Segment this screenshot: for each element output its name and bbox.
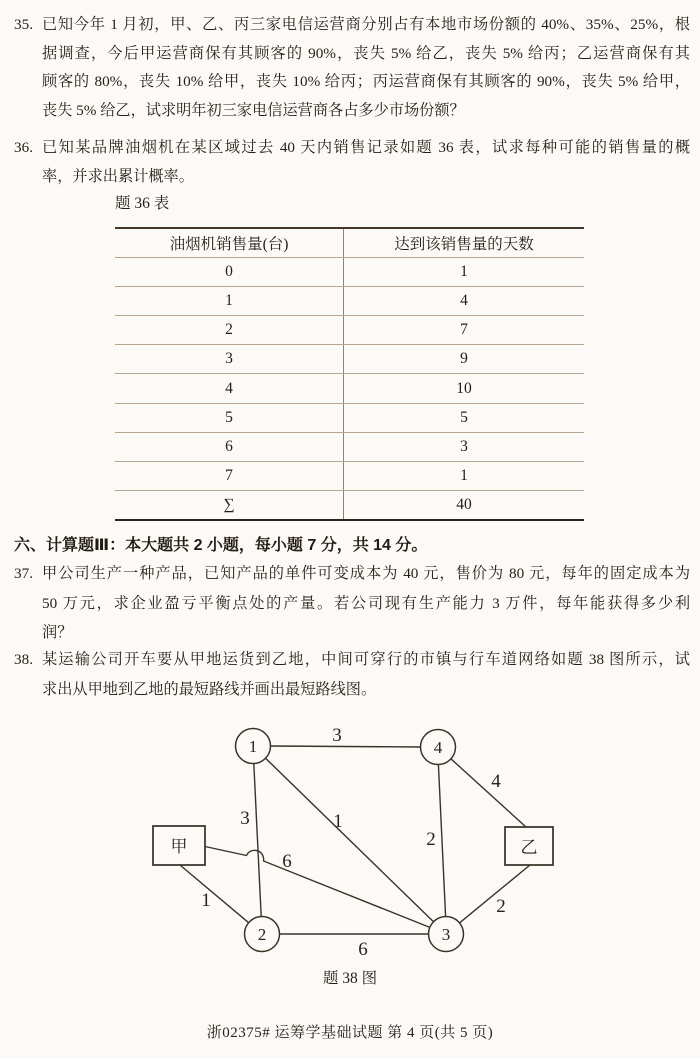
cell-days: 1	[344, 461, 585, 490]
page-footer: 浙02375# 运筹学基础试题 第 4 页(共 5 页)	[206, 1025, 494, 1041]
cell-days: 5	[344, 403, 585, 432]
cell-days: 3	[344, 432, 585, 461]
edge-weight-label: 3	[332, 725, 342, 746]
cell-sales: 3	[115, 345, 344, 374]
table-row	[115, 345, 584, 374]
edge-weight-label: 6	[358, 939, 368, 960]
edge-weight-label: 3	[240, 808, 250, 829]
question-line: 某运输公司开车要从甲地运货到乙地，中间可穿行的市镇与行车道网络如题 38 图所示，试	[42, 651, 690, 668]
cell-total-days: 40	[344, 490, 585, 520]
question-line: 丧失 5% 给乙，试求明年初三家电信运营商各占多少市场份额？	[42, 101, 465, 119]
question-line: 50 万元，求企业盈亏平衡点处的产量。若公司现有生产能力 3 万件，每年能获得多少利	[42, 594, 690, 612]
node-1-label: 1	[248, 737, 258, 756]
cell-sales: 5	[115, 403, 344, 432]
edge-4-yi	[451, 759, 526, 827]
cell-sales: 1	[115, 287, 344, 316]
question-number: 37.	[14, 565, 33, 582]
node-3-label: 3	[441, 925, 451, 944]
question-line: 求出从甲地到乙地的最短路线并画出最短路线图。	[42, 680, 377, 698]
edge-jia-2	[180, 865, 249, 923]
table-row	[115, 258, 584, 287]
question-36	[14, 134, 690, 191]
sigma-symbol: ∑	[115, 490, 344, 520]
node-2-label: 2	[257, 925, 267, 944]
edge-1-2	[254, 764, 261, 917]
column-header-days: 达到该销售量的天数	[344, 228, 585, 258]
question-37	[14, 559, 690, 648]
question-line: 已知今年 1 月初，甲、乙、丙三家电信运营商分别占有本地市场份额的 40%、35%、25%，根	[42, 16, 690, 33]
table-header-row	[115, 228, 584, 258]
question-line: 率，并求出累计概率。	[42, 167, 194, 185]
table-row	[115, 287, 584, 316]
edge-3-yi	[460, 865, 531, 923]
node-4-label: 4	[433, 738, 443, 757]
question-line: 润？	[42, 624, 73, 641]
table-sum-row	[115, 490, 584, 520]
cell-sales: 6	[115, 432, 344, 461]
question-line: 顾客的 80%，丧失 10% 给甲，丧失 10% 给丙；丙运营商保有其顾客的 90%，丧失 5% 给甲，	[42, 73, 690, 90]
edge-weight-label: 6	[282, 851, 292, 872]
question-number: 36.	[14, 139, 33, 156]
table-row	[115, 316, 584, 345]
cell-days: 7	[344, 316, 585, 345]
question-38	[14, 645, 690, 704]
question-line: 甲公司生产一种产品，已知产品的单件可变成本为 40 元，售价为 80 元，每年的固定成本为	[42, 565, 690, 582]
figure-38-caption: 题 38 图	[322, 970, 378, 987]
cell-days: 10	[344, 374, 585, 403]
node-yi-label: 乙	[520, 838, 538, 857]
question-35	[14, 11, 690, 125]
edge-1-3	[266, 758, 434, 922]
edge-weight-label: 1	[333, 811, 343, 832]
table-row	[115, 374, 584, 403]
cell-sales: 7	[115, 461, 344, 490]
edge-1-4	[271, 746, 421, 747]
edge-weight-label: 1	[201, 890, 211, 911]
network-graph-svg	[130, 715, 570, 965]
cell-sales: 4	[115, 374, 344, 403]
question-number: 38.	[14, 651, 33, 668]
section-6-heading: 六、计算题Ⅲ：本大题共 2 小题，每小题 7 分，共 14 分。	[14, 537, 428, 554]
edge-weight-label: 2	[496, 896, 506, 917]
question-number: 35.	[14, 16, 33, 33]
cell-sales: 2	[115, 316, 344, 345]
column-header-sales: 油烟机销售量(台)	[115, 228, 344, 258]
table-36-label: 题 36 表	[115, 195, 170, 212]
cell-days: 4	[344, 287, 585, 316]
network-figure	[130, 715, 570, 965]
cell-days: 9	[344, 345, 585, 374]
cell-days: 1	[344, 258, 585, 287]
question-line: 据调查，今后甲运营商保有其顾客的 90%，丧失 5% 给乙，丧失 5% 给丙；乙运营商保有其	[42, 44, 690, 62]
edge-4-3	[438, 765, 445, 917]
table-row	[115, 432, 584, 461]
sales-table	[115, 227, 584, 521]
node-jia-label: 甲	[170, 837, 188, 856]
cell-sales: 0	[115, 258, 344, 287]
question-line: 已知某品牌油烟机在某区域过去 40 天内销售记录如题 36 表，试求每种可能的销售量的概	[42, 139, 690, 156]
edge-weight-label: 4	[491, 771, 501, 792]
table-row	[115, 403, 584, 432]
edge-weight-label: 2	[426, 829, 436, 850]
table-row	[115, 461, 584, 490]
